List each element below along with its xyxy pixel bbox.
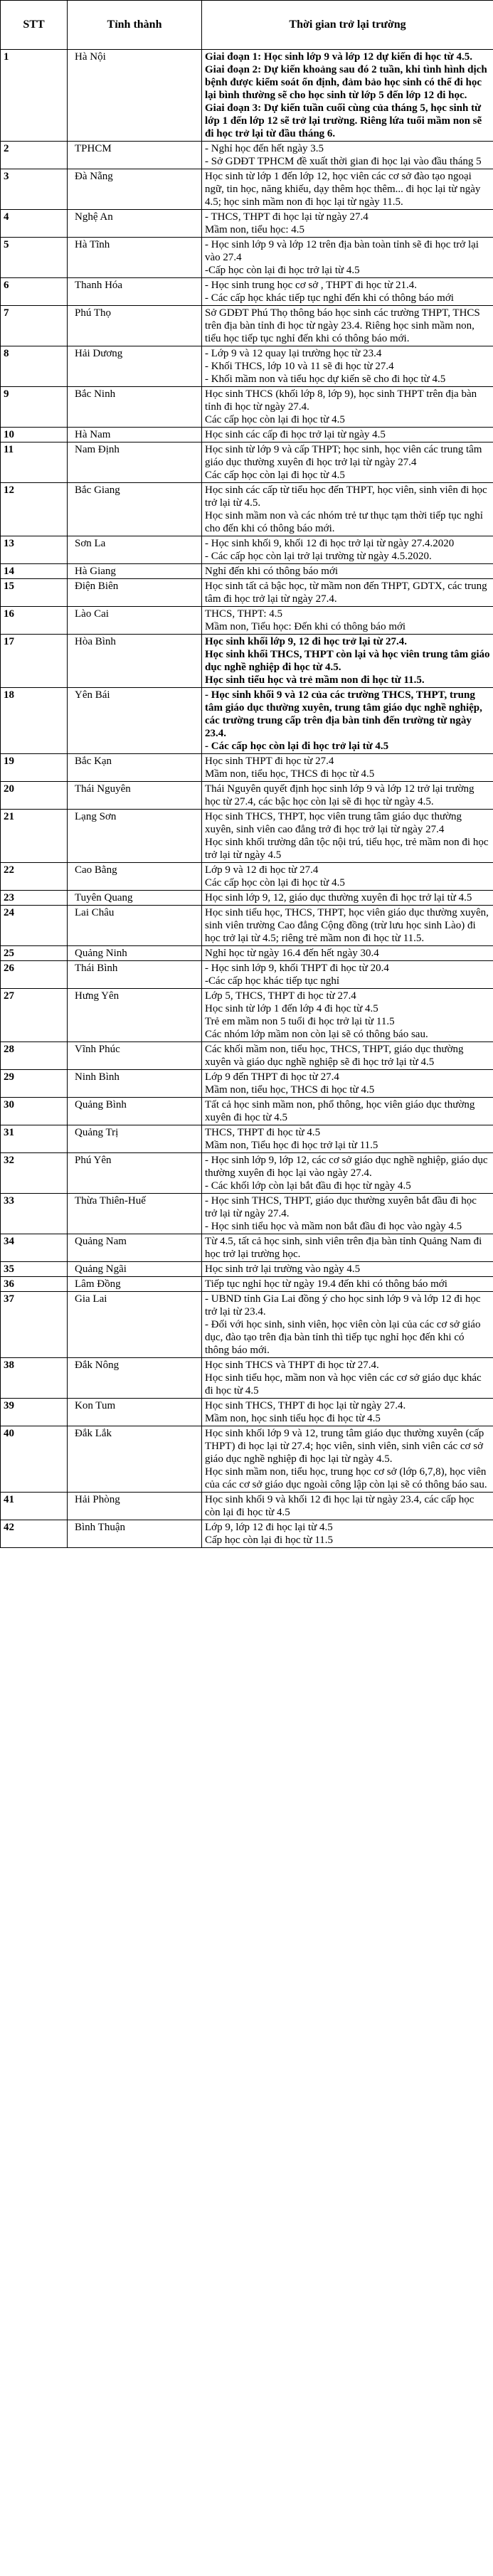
row-stt: 8 bbox=[1, 346, 68, 387]
table-row bbox=[1, 306, 493, 346]
table-row bbox=[1, 564, 493, 579]
row-time-line: Lớp 9, lớp 12 đi học lại từ 4.5 bbox=[205, 1522, 333, 1533]
table-row bbox=[1, 1262, 493, 1277]
row-time bbox=[202, 1153, 493, 1194]
row-time-line: - Nghỉ học đến hết ngày 3.5 bbox=[205, 143, 324, 154]
row-time-line: - THCS, THPT đi học lại từ ngày 27.4 bbox=[205, 211, 369, 223]
row-stt: 24 bbox=[1, 906, 68, 946]
row-time-line: Lớp 5, THCS, THPT đi học từ 27.4 bbox=[205, 990, 356, 1002]
row-stt: 15 bbox=[1, 579, 68, 607]
row-time-line: Sở GDĐT Phú Thọ thông báo học sinh các trường THPT, THCS trên địa bàn tỉnh đi học từ ngày 23.4. Riêng học sinh mầm non, tiểu học tiếp tục nghỉ đến khi có thông báo mới. bbox=[205, 307, 480, 344]
table-row bbox=[1, 579, 493, 607]
row-time-line: Học sinh tiểu học, mầm non và học viên các cơ sở giáo dục khác đi học từ 4.5 bbox=[205, 1372, 482, 1396]
row-stt: 40 bbox=[1, 1426, 68, 1493]
row-time bbox=[202, 891, 493, 906]
row-time-line: Học sinh THCS, THPT, học viên trung tâm giáo dục thường xuyên, sinh viên cao đẳng trở đi học trở lại từ ngày 27.4 bbox=[205, 811, 462, 835]
row-stt: 31 bbox=[1, 1125, 68, 1153]
row-stt: 14 bbox=[1, 564, 68, 579]
row-province: Hà Giang bbox=[68, 564, 202, 579]
row-time-line: Giai đoạn 2: Dự kiến khoảng sau đó 2 tuần, khi tình hình dịch bệnh được kiểm soát ổn định, đảm bảo học sinh có thể đi học lại bình thường sẽ cho học sinh từ lớp 5 đến lớp 12 đi học. bbox=[205, 64, 487, 101]
row-time-line: Nghỉ học từ ngày 16.4 đến hết ngày 30.4 bbox=[205, 948, 379, 959]
row-province: Phú Yên bbox=[68, 1153, 202, 1194]
table-row bbox=[1, 1292, 493, 1358]
row-province: Vĩnh Phúc bbox=[68, 1042, 202, 1070]
row-province: Quảng Bình bbox=[68, 1098, 202, 1125]
row-stt: 27 bbox=[1, 989, 68, 1042]
row-province: Bắc Ninh bbox=[68, 387, 202, 428]
row-time-line: Học sinh khối trường dân tộc nội trú, tiểu học, trẻ mầm non đi học trở lại từ ngày 4.5 bbox=[205, 837, 489, 861]
row-time bbox=[202, 1426, 493, 1493]
row-province: Cao Bằng bbox=[68, 863, 202, 891]
row-stt: 10 bbox=[1, 428, 68, 442]
row-province: Lâm Đồng bbox=[68, 1277, 202, 1292]
row-time bbox=[202, 1493, 493, 1520]
row-time-line: Học sinh THPT đi học từ 27.4 bbox=[205, 756, 334, 767]
row-time-line: Các cấp học còn lại đi học từ 4.5 bbox=[205, 414, 345, 425]
row-time-line: - Học sinh trung học cơ sở , THPT đi học từ 21.4. bbox=[205, 280, 418, 291]
row-stt: 11 bbox=[1, 442, 68, 483]
row-time bbox=[202, 1234, 493, 1262]
row-province: Đắk Lắk bbox=[68, 1426, 202, 1493]
row-time bbox=[202, 483, 493, 536]
row-time bbox=[202, 810, 493, 863]
row-stt: 16 bbox=[1, 607, 68, 635]
row-province: Bình Thuận bbox=[68, 1520, 202, 1548]
row-time-line: Học sinh từ lớp 1 đến lớp 12, học viên các cơ sở đào tạo ngoại ngữ, tin học, năng khiếu, dạy thêm học thêm... đi học lại từ ngày 4.5; học sinh mầm non đi học lại từ ngày 11.5. bbox=[205, 171, 481, 208]
row-province: TPHCM bbox=[68, 142, 202, 169]
row-time bbox=[202, 946, 493, 961]
row-time-line: Mầm non, học sinh tiểu học đi học từ 4.5 bbox=[205, 1413, 381, 1424]
row-stt: 36 bbox=[1, 1277, 68, 1292]
row-time bbox=[202, 536, 493, 564]
table-row bbox=[1, 346, 493, 387]
row-province: Quảng Ngãi bbox=[68, 1262, 202, 1277]
table-row bbox=[1, 989, 493, 1042]
row-time-line: - Các cấp học còn lại đi học trở lại từ 4.5 bbox=[205, 741, 389, 752]
table-row bbox=[1, 754, 493, 782]
header-stt: STT bbox=[1, 1, 68, 50]
row-time-line: Các cấp học còn lại đi học từ 4.5 bbox=[205, 877, 345, 889]
table-row bbox=[1, 1042, 493, 1070]
row-stt: 39 bbox=[1, 1399, 68, 1426]
row-stt: 13 bbox=[1, 536, 68, 564]
row-province: Lạng Sơn bbox=[68, 810, 202, 863]
row-time-line: Học sinh từ lớp 9 và cấp THPT; học sinh, học viên các trung tâm giáo dục thường xuyên đi học trở lại từ ngày 27.4 bbox=[205, 444, 482, 468]
row-province: Đà Nẵng bbox=[68, 169, 202, 210]
table-body bbox=[1, 50, 493, 1548]
row-stt: 19 bbox=[1, 754, 68, 782]
row-time-line: Giai đoạn 1: Học sinh lớp 9 và lớp 12 dự kiến đi học từ 4.5. bbox=[205, 51, 472, 63]
table-row bbox=[1, 1098, 493, 1125]
row-province: Hà Tĩnh bbox=[68, 238, 202, 278]
row-province: Điện Biên bbox=[68, 579, 202, 607]
row-stt: 3 bbox=[1, 169, 68, 210]
row-province: Kon Tum bbox=[68, 1399, 202, 1426]
row-stt: 26 bbox=[1, 961, 68, 989]
row-time bbox=[202, 564, 493, 579]
row-time-line: - Học sinh lớp 9 và lớp 12 trên địa bàn toàn tỉnh sẽ đi học trở lại vào 27.4 bbox=[205, 239, 479, 263]
table-row bbox=[1, 961, 493, 989]
table-row bbox=[1, 1125, 493, 1153]
row-time-line: Học sinh lớp 9, 12, giáo dục thường xuyên đi học trở lại từ 4.5 bbox=[205, 892, 472, 903]
table-row bbox=[1, 387, 493, 428]
row-province: Hải Dương bbox=[68, 346, 202, 387]
table-row bbox=[1, 863, 493, 891]
row-province: Sơn La bbox=[68, 536, 202, 564]
table-row bbox=[1, 1493, 493, 1520]
row-time-line: Mầm non, Tiểu học đi học trở lại từ 11.5 bbox=[205, 1140, 378, 1151]
header-row bbox=[1, 1, 493, 50]
row-province: Tuyên Quang bbox=[68, 891, 202, 906]
row-time-line: Học sinh khối 9 và khối 12 đi học lại từ ngày 23.4, các cấp học còn lại đi học từ 4.5 bbox=[205, 1494, 475, 1518]
row-province: Nam Định bbox=[68, 442, 202, 483]
row-time-line: Học sinh trở lại trường vào ngày 4.5 bbox=[205, 1263, 361, 1275]
row-time-line: -Cấp học còn lại đi học trở lại từ 4.5 bbox=[205, 265, 360, 276]
table-row bbox=[1, 142, 493, 169]
row-province: Hưng Yên bbox=[68, 989, 202, 1042]
table-row bbox=[1, 1153, 493, 1194]
row-time bbox=[202, 210, 493, 238]
row-province: Gia Lai bbox=[68, 1292, 202, 1358]
row-time bbox=[202, 1262, 493, 1277]
row-time bbox=[202, 387, 493, 428]
row-stt: 23 bbox=[1, 891, 68, 906]
row-time-line: Học sinh khối lớp 9 và 12, trung tâm giáo dục thường xuyên (cấp THPT) đi học lại từ 27.4; học viên, sinh viên, sinh viên các cơ sở giáo dục nghề nghiệp đi học lại từ ngày 4.5. bbox=[205, 1428, 484, 1465]
table-row bbox=[1, 1234, 493, 1262]
row-time bbox=[202, 989, 493, 1042]
row-time-line: Lớp 9 đến THPT đi học từ 27.4 bbox=[205, 1071, 339, 1083]
row-time-line: Học sinh THCS và THPT đi học từ 27.4. bbox=[205, 1359, 379, 1371]
row-stt: 38 bbox=[1, 1358, 68, 1399]
row-stt: 25 bbox=[1, 946, 68, 961]
table-row bbox=[1, 635, 493, 688]
row-stt: 6 bbox=[1, 278, 68, 306]
row-time-line: Học sinh THCS (khối lớp 8, lớp 9), học sinh THPT trên địa bàn tỉnh đi học từ ngày 27.4. bbox=[205, 388, 477, 413]
row-time-line: - Học sinh lớp 9, khối THPT đi học từ 20.4 bbox=[205, 963, 389, 974]
row-time-line: - Lớp 9 và 12 quay lại trường học từ 23.4 bbox=[205, 348, 382, 359]
row-stt: 22 bbox=[1, 863, 68, 891]
row-province: Quảng Ninh bbox=[68, 946, 202, 961]
row-time-line: - Các cấp học khác tiếp tục nghỉ đến khi có thông báo mới bbox=[205, 292, 454, 304]
row-time-line: Cấp học còn lại đi học từ 11.5 bbox=[205, 1535, 334, 1546]
row-time bbox=[202, 1098, 493, 1125]
table-row bbox=[1, 50, 493, 142]
row-time-line: Mầm non, Tiểu học: Đến khi có thông báo mới bbox=[205, 621, 406, 632]
row-province: Yên Bái bbox=[68, 688, 202, 754]
table-row bbox=[1, 607, 493, 635]
row-time-line: - Khối mầm non và tiểu học dự kiến sẽ cho đi học từ 4.5 bbox=[205, 373, 446, 385]
row-time bbox=[202, 754, 493, 782]
row-time-line: - Các khối lớp còn lại bắt đầu đi học từ ngày 4.5 bbox=[205, 1180, 411, 1192]
row-time-line: Thái Nguyên quyết định học sinh lớp 9 và lớp 12 trở lại trường học từ 27.4, các bậc học còn lại sẽ đi học từ ngày 4.5. bbox=[205, 783, 475, 807]
row-time-line: - Học sinh THCS, THPT, giáo dục thường xuyên bắt đầu đi học trở lại từ ngày 27.4. bbox=[205, 1195, 477, 1219]
row-time-line: Các khối mầm non, tiểu học, THCS, THPT, giáo dục thường xuyên và giáo dục nghề nghiệp sẽ đi học trở lại từ 4.5 bbox=[205, 1044, 464, 1068]
row-time bbox=[202, 961, 493, 989]
row-province: Hà Nam bbox=[68, 428, 202, 442]
row-time-line: THCS, THPT: 4.5 bbox=[205, 608, 282, 620]
table-row bbox=[1, 1358, 493, 1399]
row-stt: 21 bbox=[1, 810, 68, 863]
row-time-line: Tiếp tục nghỉ học từ ngày 19.4 đến khi có thông báo mới bbox=[205, 1278, 447, 1290]
row-province: Thanh Hóa bbox=[68, 278, 202, 306]
row-province: Thái Nguyên bbox=[68, 782, 202, 810]
row-time-line: Học sinh khối THCS, THPT còn lại và học viên trung tâm giáo dục nghề nghiệp đi học từ 4.5. bbox=[205, 649, 490, 673]
row-time-line: - Học sinh tiểu học và mầm non bắt đầu đi học vào ngày 4.5 bbox=[205, 1221, 462, 1232]
table-row bbox=[1, 169, 493, 210]
row-stt: 7 bbox=[1, 306, 68, 346]
row-time bbox=[202, 428, 493, 442]
row-time-line: - Đối với học sinh, sinh viên, học viên còn lại của các cơ sở giáo dục, đào tạo trên địa bàn tỉnh thì tiếp tục nghỉ học đến khi có thông báo mới. bbox=[205, 1319, 481, 1356]
row-time-line: - Học sinh khối 9, khối 12 đi học trở lại từ ngày 27.4.2020 bbox=[205, 538, 455, 549]
table-row bbox=[1, 1194, 493, 1234]
row-time-line: Học sinh tiểu học, THCS, THPT, học viên giáo dục thường xuyên, sinh viên trường Cao đẳng Cộng đồng (trừ lưu học sinh Lào) đi học trở lại từ 4.5; riêng trẻ mầm non đi học từ 11.5. bbox=[205, 907, 489, 944]
row-time bbox=[202, 688, 493, 754]
row-stt: 20 bbox=[1, 782, 68, 810]
row-time-line: THCS, THPT đi học từ 4.5 bbox=[205, 1127, 321, 1138]
table-row bbox=[1, 442, 493, 483]
row-stt: 28 bbox=[1, 1042, 68, 1070]
row-time-line: - Sở GDĐT TPHCM đề xuất thời gian đi học lại vào đầu tháng 5 bbox=[205, 156, 482, 167]
row-time-line: Học sinh mầm non và các nhóm trẻ tư thục tạm thời tiếp tục nghỉ cho đến khi có thông báo mới. bbox=[205, 510, 483, 534]
row-stt: 32 bbox=[1, 1153, 68, 1194]
header-time: Thời gian trở lại trường bbox=[202, 1, 493, 50]
row-time bbox=[202, 142, 493, 169]
row-province: Hà Nội bbox=[68, 50, 202, 142]
row-province: Hòa Bình bbox=[68, 635, 202, 688]
row-province: Đắk Nông bbox=[68, 1358, 202, 1399]
row-province: Hải Phòng bbox=[68, 1493, 202, 1520]
row-stt: 29 bbox=[1, 1070, 68, 1098]
row-time-line: - Các cấp học còn lại trở lại trường từ ngày 4.5.2020. bbox=[205, 551, 432, 562]
row-time bbox=[202, 1358, 493, 1399]
row-province: Thái Bình bbox=[68, 961, 202, 989]
row-province: Lai Châu bbox=[68, 906, 202, 946]
row-time-line: Mầm non, tiểu học: 4.5 bbox=[205, 224, 304, 235]
table-row bbox=[1, 891, 493, 906]
row-province: Thừa Thiên-Huế bbox=[68, 1194, 202, 1234]
table-row bbox=[1, 1520, 493, 1548]
table-row bbox=[1, 536, 493, 564]
table-row bbox=[1, 688, 493, 754]
row-province: Bắc Kạn bbox=[68, 754, 202, 782]
row-time-line: Mầm non, tiểu học, THCS đi học từ 4.5 bbox=[205, 768, 375, 780]
row-time bbox=[202, 906, 493, 946]
row-time bbox=[202, 1125, 493, 1153]
table-row bbox=[1, 278, 493, 306]
row-time-line: Trẻ em mầm non 5 tuổi đi học trở lại từ 11.5 bbox=[205, 1016, 395, 1027]
row-time bbox=[202, 782, 493, 810]
row-time bbox=[202, 238, 493, 278]
row-time-line: - Học sinh khối 9 và 12 của các trường THCS, THPT, trung tâm giáo dục thường xuyên, trung tâm giáo dục nghề nghiệp, các trường trung cấp trên địa bàn tỉnh đến trường từ ngày 23.4. bbox=[205, 689, 482, 739]
row-time bbox=[202, 1520, 493, 1548]
row-time-line: - Học sinh lớp 9, lớp 12, các cơ sở giáo dục nghề nghiệp, giáo dục thường xuyên đi học lại vào ngày 27.4. bbox=[205, 1155, 488, 1179]
row-time-line: Lớp 9 và 12 đi học từ 27.4 bbox=[205, 864, 319, 876]
row-province: Nghệ An bbox=[68, 210, 202, 238]
row-time bbox=[202, 442, 493, 483]
table-row bbox=[1, 906, 493, 946]
row-time-line: Học sinh khối lớp 9, 12 đi học trở lại từ 27.4. bbox=[205, 636, 407, 647]
row-province: Lào Cai bbox=[68, 607, 202, 635]
row-stt: 18 bbox=[1, 688, 68, 754]
row-time bbox=[202, 1042, 493, 1070]
row-time-line: Giai đoạn 3: Dự kiến tuần cuối cùng của tháng 5, học sinh từ lớp 1 đến lớp 12 sẽ trở lại trường. Riêng lứa tuổi mầm non sẽ đi học trở lại từ đầu tháng 6. bbox=[205, 102, 482, 139]
row-stt: 5 bbox=[1, 238, 68, 278]
row-time-line: Học sinh THCS, THPT đi học lại từ ngày 27.4. bbox=[205, 1400, 406, 1411]
row-time bbox=[202, 635, 493, 688]
header-province: Tỉnh thành bbox=[68, 1, 202, 50]
row-time-line: Học sinh từ lớp 1 đến lớp 4 đi học từ 4.5 bbox=[205, 1003, 378, 1014]
row-time-line: Tất cả học sinh mầm non, phổ thông, học viên giáo dục thường xuyên đi học từ 4.5 bbox=[205, 1099, 475, 1123]
table-row bbox=[1, 810, 493, 863]
row-time-line: Học sinh các cấp từ tiểu học đến THPT, học viên, sinh viên đi học trở lại từ 4.5. bbox=[205, 484, 487, 509]
row-stt: 1 bbox=[1, 50, 68, 142]
table-row bbox=[1, 1426, 493, 1493]
table-row bbox=[1, 1277, 493, 1292]
row-time bbox=[202, 278, 493, 306]
row-stt: 42 bbox=[1, 1520, 68, 1548]
table-row bbox=[1, 238, 493, 278]
row-stt: 12 bbox=[1, 483, 68, 536]
row-stt: 37 bbox=[1, 1292, 68, 1358]
row-province: Bắc Giang bbox=[68, 483, 202, 536]
row-time-line: - UBND tỉnh Gia Lai đồng ý cho học sinh lớp 9 và lớp 12 đi học trở lại từ 23.4. bbox=[205, 1293, 481, 1318]
table-row bbox=[1, 1070, 493, 1098]
row-time bbox=[202, 306, 493, 346]
row-stt: 17 bbox=[1, 635, 68, 688]
row-stt: 33 bbox=[1, 1194, 68, 1234]
row-stt: 35 bbox=[1, 1262, 68, 1277]
row-time-line: - Khối THCS, lớp 10 và 11 sẽ đi học từ 27.4 bbox=[205, 361, 394, 372]
row-time bbox=[202, 607, 493, 635]
row-time-line: Học sinh tiểu học và trẻ mầm non đi học từ 11.5. bbox=[205, 674, 425, 686]
row-stt: 2 bbox=[1, 142, 68, 169]
row-province: Quảng Trị bbox=[68, 1125, 202, 1153]
row-time-line: Mầm non, tiểu học, THCS đi học từ 4.5 bbox=[205, 1084, 375, 1096]
row-time-line: Nghỉ đến khi có thông báo mới bbox=[205, 566, 339, 577]
table-row bbox=[1, 428, 493, 442]
row-time-line: Học sinh tất cả bậc học, từ mầm non đến THPT, GDTX, các trung tâm đi học trở lại từ ngày 27.4. bbox=[205, 581, 487, 605]
row-time-line: Các cấp học còn lại đi học từ 4.5 bbox=[205, 470, 345, 481]
row-time-line: Các nhóm lớp mầm non còn lại sẽ có thông báo sau. bbox=[205, 1029, 428, 1040]
row-time bbox=[202, 50, 493, 142]
row-time-line: Từ 4.5, tất cả học sinh, sinh viên trên địa bàn tỉnh Quảng Nam đi học trở lại trường học. bbox=[205, 1236, 482, 1260]
table-row bbox=[1, 1399, 493, 1426]
row-stt: 41 bbox=[1, 1493, 68, 1520]
table-row bbox=[1, 946, 493, 961]
row-time bbox=[202, 1070, 493, 1098]
row-province: Quảng Nam bbox=[68, 1234, 202, 1262]
row-time bbox=[202, 1399, 493, 1426]
row-time bbox=[202, 1292, 493, 1358]
row-stt: 9 bbox=[1, 387, 68, 428]
row-time bbox=[202, 1194, 493, 1234]
row-time-line: Học sinh các cấp đi học trở lại từ ngày 4.5 bbox=[205, 429, 386, 440]
row-province: Phú Thọ bbox=[68, 306, 202, 346]
row-time bbox=[202, 169, 493, 210]
table-row bbox=[1, 782, 493, 810]
row-time bbox=[202, 579, 493, 607]
row-time-line: Học sinh mầm non, tiểu học, trung học cơ sở (lớp 6,7,8), học viên của các cơ sở giáo dục ngoài công lập còn lại sẽ có thông báo sau. bbox=[205, 1466, 487, 1490]
row-time-line: -Các cấp học khác tiếp tục nghỉ bbox=[205, 975, 340, 987]
row-stt: 4 bbox=[1, 210, 68, 238]
table-row bbox=[1, 210, 493, 238]
table-row bbox=[1, 483, 493, 536]
row-province: Ninh Bình bbox=[68, 1070, 202, 1098]
row-time bbox=[202, 346, 493, 387]
row-time bbox=[202, 1277, 493, 1292]
row-stt: 34 bbox=[1, 1234, 68, 1262]
row-time bbox=[202, 863, 493, 891]
row-stt: 30 bbox=[1, 1098, 68, 1125]
